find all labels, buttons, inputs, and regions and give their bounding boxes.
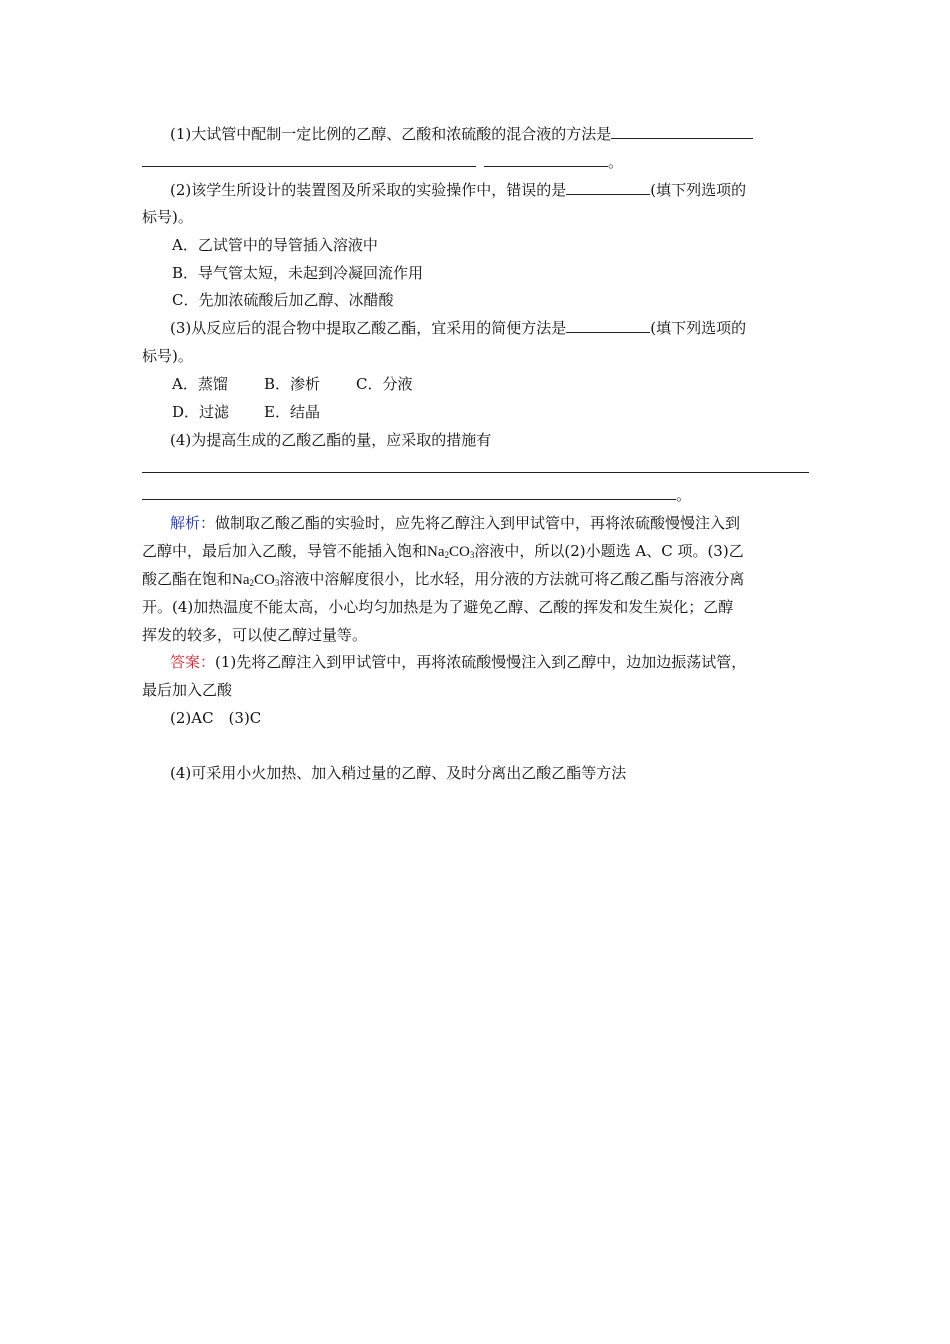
- answer-label: 答案：: [170, 653, 216, 671]
- q3-option-e: E．结晶: [264, 403, 320, 421]
- formula-co-sub: 3: [274, 578, 280, 588]
- q2-option-b: B．导气管太短，未起到冷凝回流作用: [172, 264, 424, 282]
- q3-option-b: B．渗析: [264, 375, 321, 393]
- formula-na2co3: [427, 544, 474, 560]
- q1-blank-1[interactable]: [611, 124, 753, 139]
- analysis-text-1: 做制取乙酸乙酯的实验时，应先将乙醇注入到甲试管中，再将浓硫酸慢慢注入到: [215, 514, 741, 532]
- q2-option-a: A．乙试管中的导管插入溶液中: [172, 236, 378, 254]
- analysis-label: 解析：: [170, 514, 216, 532]
- analysis-line-5: 挥发的较多，可以使乙醇过量等。: [142, 626, 368, 644]
- q1-line-2: [142, 152, 623, 172]
- q2-text-c: 标号)。: [142, 208, 193, 226]
- q2-option-c: C．先加浓硫酸后加乙醇、冰醋酸: [172, 291, 394, 309]
- analysis-line-4: 开。(4)加热温度不能太高，小心均匀加热是为了避免乙醇、乙酸的挥发和发生炭化；乙醇: [142, 598, 734, 616]
- q4-end: 。: [676, 486, 692, 504]
- formula-na: Na: [427, 544, 445, 560]
- q2-line: [170, 180, 746, 200]
- q4-line-2: [142, 485, 691, 505]
- answer-line-2: 最后加入乙酸: [142, 681, 233, 699]
- answer-line-3: (2)AC (3)C: [170, 709, 262, 727]
- analysis-line-1: [170, 513, 740, 533]
- formula-co: CO: [449, 544, 470, 560]
- formula-na-sub: 2: [249, 578, 255, 588]
- analysis-text-3a: 酸乙酯在饱和: [142, 570, 233, 588]
- analysis-line-3: [142, 569, 744, 590]
- formula-co-sub: 3: [469, 550, 475, 560]
- q3-option-d: D．过滤: [172, 403, 230, 421]
- q3-blank[interactable]: [566, 318, 650, 333]
- formula-co: CO: [254, 572, 275, 588]
- q2-text-b: (填下列选项的: [650, 181, 747, 199]
- analysis-line-2: [142, 541, 744, 562]
- q3-option-c: C．分液: [356, 375, 413, 393]
- q3-options-row-2: [172, 402, 320, 422]
- q4-blank-1[interactable]: [142, 472, 809, 473]
- q2-line-2: [142, 207, 193, 227]
- q2-text: (2)该学生所设计的装置图及所采取的实验操作中，错误的是: [170, 181, 567, 199]
- q3-option-a: A．蒸馏: [172, 375, 228, 393]
- q3-line: [170, 318, 746, 338]
- q1-line: [170, 124, 753, 144]
- analysis-text-2b: 溶液中，所以(2)小题选 A、C 项。(3)乙: [474, 542, 744, 560]
- q1-end: 。: [608, 153, 624, 171]
- q3-line-2: [142, 346, 193, 366]
- q3-text: (3)从反应后的混合物中提取乙酸乙酯，宜采用的简便方法是: [170, 319, 567, 337]
- q3-text-b: (填下列选项的: [650, 319, 747, 337]
- q3-options-row-1: [172, 374, 412, 394]
- formula-na: Na: [232, 572, 250, 588]
- q3-text-c: 标号)。: [142, 347, 193, 365]
- answer-line-1: [170, 652, 746, 672]
- q2-blank[interactable]: [566, 180, 650, 195]
- q4-text: (4)为提高生成的乙酸乙酯的量，应采取的措施有: [170, 431, 492, 449]
- formula-na2co3-2: [232, 572, 279, 588]
- analysis-text-2a: 乙醇中，最后加入乙酸，导管不能插入饱和: [142, 542, 428, 560]
- q1-text: (1)大试管中配制一定比例的乙醇、乙酸和浓硫酸的混合液的方法是: [170, 125, 612, 143]
- analysis-text-3b: 溶液中溶解度很小，比水轻，用分液的方法就可将乙酸乙酯与溶液分离: [279, 570, 745, 588]
- answer-text-1: (1)先将乙醇注入到甲试管中，再将浓硫酸慢慢注入到乙醇中，边加边振荡试管，: [215, 653, 747, 671]
- formula-na-sub: 2: [444, 550, 450, 560]
- answer-line-4: (4)可采用小火加热、加入稍过量的乙醇、及时分离出乙酸乙酯等方法: [170, 764, 627, 782]
- q4-blank-2[interactable]: [142, 485, 676, 500]
- q4-line: [170, 430, 491, 450]
- q1-blank-2[interactable]: [142, 152, 476, 167]
- q1-blank-3[interactable]: [484, 152, 608, 167]
